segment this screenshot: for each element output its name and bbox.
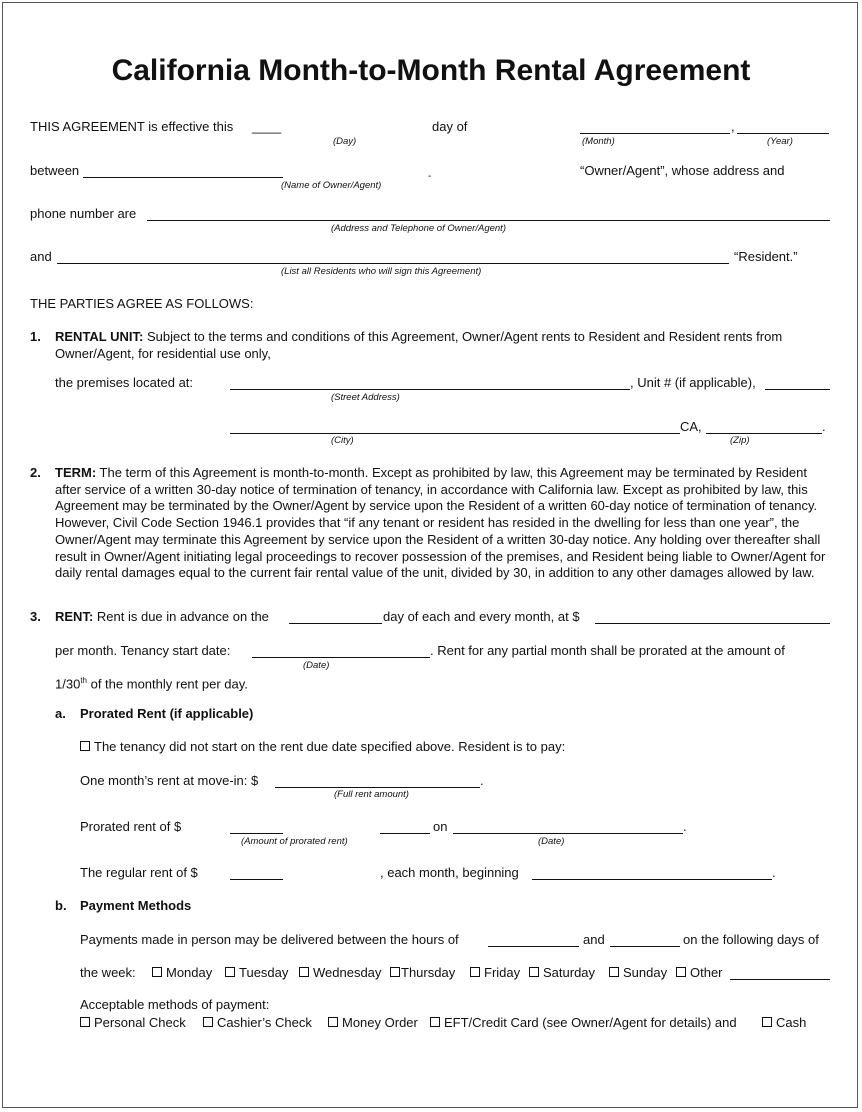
each-month-label: , each month, beginning	[380, 865, 519, 880]
acceptable-methods-label: Acceptable methods of payment:	[80, 997, 270, 1012]
section-3-number: 3.	[30, 609, 41, 624]
zip-hint: (Zip)	[730, 435, 750, 446]
day-blank-text: ____	[252, 119, 281, 134]
section-1-number: 1.	[30, 329, 41, 344]
regular-rent-field[interactable]	[230, 879, 283, 880]
owner-hint: (Name of Owner/Agent)	[281, 180, 382, 191]
checkbox-icon[interactable]	[470, 967, 480, 977]
start-date-hint: (Date)	[303, 660, 330, 671]
method-label: Personal Check	[94, 1015, 186, 1030]
dash: -	[428, 171, 432, 182]
checkbox-icon[interactable]	[676, 967, 686, 977]
rent-amount-field[interactable]	[595, 623, 830, 624]
on-label: on	[433, 819, 448, 834]
prorated-of-label: Prorated rent of $	[80, 819, 182, 834]
hours-to-field[interactable]	[610, 946, 680, 947]
day-checkbox-monday[interactable]	[152, 965, 212, 981]
rent-day-field[interactable]	[289, 623, 382, 624]
day-checkbox-friday[interactable]	[470, 965, 520, 981]
day-checkbox-wednesday[interactable]	[299, 965, 381, 981]
day-label: Monday	[166, 965, 213, 980]
section-1-heading: RENTAL UNIT:	[55, 329, 144, 344]
day-of-label: day of	[432, 119, 468, 134]
checkbox-icon[interactable]	[529, 967, 539, 977]
prorated-date-field[interactable]	[453, 833, 683, 834]
beginning-period: .	[772, 865, 776, 880]
rent-amount-label: day of each and every month, at $	[383, 609, 580, 624]
day-checkbox-saturday[interactable]	[529, 965, 595, 981]
owner-agent-label: “Owner/Agent”, whose address and	[580, 163, 785, 178]
method-checkbox-eft[interactable]	[430, 1015, 737, 1031]
day-label: Other	[690, 965, 723, 980]
zip-period: .	[822, 419, 826, 434]
unit-field[interactable]	[765, 389, 830, 390]
parties-heading: THE PARTIES AGREE AS FOLLOWS:	[30, 296, 254, 311]
full-rent-field[interactable]	[275, 787, 480, 788]
and-label: and	[30, 249, 52, 264]
unit-label: , Unit # (if applicable),	[630, 375, 756, 390]
method-checkbox-cash[interactable]	[762, 1015, 806, 1031]
following-days-label: on the following days of	[683, 932, 819, 947]
day-label: Thursday	[401, 965, 456, 980]
section-2-heading: TERM:	[55, 465, 97, 480]
other-day-field[interactable]	[730, 979, 830, 980]
phone-label: phone number are	[30, 206, 137, 221]
fraction-sup: th	[80, 676, 87, 685]
method-checkbox-personal-check[interactable]	[80, 1015, 186, 1031]
per-day-text	[55, 673, 248, 692]
prorated-period: .	[683, 819, 687, 834]
address-hint: (Address and Telephone of Owner/Agent)	[331, 223, 506, 234]
prorated-text: . Rent for any partial month shall be prorated at the amount of	[430, 643, 785, 658]
zip-field[interactable]	[706, 433, 822, 434]
section-2-number: 2.	[30, 465, 41, 480]
checkbox-icon[interactable]	[762, 1017, 772, 1027]
full-rent-period: .	[480, 773, 484, 788]
method-checkbox-money-order[interactable]	[328, 1015, 418, 1031]
one-month-label: One month’s rent at move-in: $	[80, 773, 259, 788]
method-label: Money Order	[342, 1015, 418, 1030]
street-hint: (Street Address)	[331, 392, 400, 403]
section-2-text	[55, 465, 830, 582]
month-hint: (Month)	[582, 136, 615, 147]
ca-label: CA,	[680, 419, 702, 434]
checkbox-icon[interactable]	[430, 1017, 440, 1027]
day-label: Wednesday	[313, 965, 382, 980]
checkbox-icon[interactable]	[609, 967, 619, 977]
section-1-body: Subject to the terms and conditions of this Agreement, Owner/Agent rents to Resident and Resident rents from Owner/Agent, for residential use only,	[55, 329, 783, 361]
owner-name-field[interactable]	[83, 177, 283, 178]
section-3-line1	[55, 609, 269, 625]
beginning-date-field[interactable]	[532, 879, 772, 880]
method-label: Cash	[776, 1015, 807, 1030]
street-address-field[interactable]	[230, 389, 630, 390]
day-checkbox-thursday[interactable]	[390, 965, 455, 981]
subsection-a-label: a.	[55, 706, 66, 721]
effective-label: THIS AGREEMENT is effective this	[30, 119, 234, 134]
day-label: Sunday	[623, 965, 668, 980]
comma: ,	[731, 119, 735, 134]
full-rent-hint: (Full rent amount)	[334, 789, 409, 800]
prorated-date-hint: (Date)	[538, 836, 565, 847]
rent-due-label: Rent is due in advance on the	[93, 609, 269, 624]
hours-from-field[interactable]	[488, 946, 579, 947]
residents-hint: (List all Residents who will sign this Agreement)	[281, 266, 482, 277]
checkbox-icon[interactable]	[152, 967, 162, 977]
checkbox-icon[interactable]	[328, 1017, 338, 1027]
amount-hint: (Amount of prorated rent)	[241, 836, 348, 847]
checkbox-icon[interactable]	[203, 1017, 213, 1027]
checkbox-icon[interactable]	[299, 967, 309, 977]
hours-and-label: and	[583, 932, 605, 947]
method-label: Cashier’s Check	[217, 1015, 312, 1030]
checkbox-icon[interactable]	[80, 1017, 90, 1027]
section-2-body: The term of this Agreement is month-to-month. Except as prohibited by law, this Agreement may be terminated by Resident after service of a written 30-day notice of termination of tenancy, in accordance with California law. Except as prohibited by law, this Agreement may be terminated by the Owner/Agent by service upon the Resident of a written 60-day notice of termination of tenancy. However, Civil Code Section 1946.1 provides that “if any tenant or resident has resided in the dwelling for less than one year”, the Owner/Agent may terminate this Agreement by service upon the Resident of a written 30-day notice. Any holding over thereafter shall result in Owner/Agent initiating legal proceedings to recover possession of the premises, and Resident being liable to Owner/Agent for daily rental damages equal to the current fair rental value of the unit, divided by 30, in addition to any other damages allowed by law.	[55, 465, 826, 581]
tenancy-checkbox-label: The tenancy did not start on the rent due date specified above. Resident is to pay:	[94, 739, 566, 754]
week-label: the week:	[80, 965, 136, 980]
day-hint: (Day)	[333, 136, 357, 147]
residents-field[interactable]	[57, 263, 729, 264]
resident-label: “Resident.”	[734, 249, 798, 264]
monthly-text: of the monthly rent per day.	[86, 676, 248, 692]
between-label: between	[30, 163, 80, 178]
method-label: EFT/Credit Card (see Owner/Agent for details) and	[444, 1015, 737, 1030]
fraction: 1/30	[55, 676, 81, 692]
document-title: California Month-to-Month Rental Agreement	[111, 54, 751, 87]
day-label: Saturday	[543, 965, 596, 980]
day-label: Friday	[484, 965, 521, 980]
tenancy-checkbox-row[interactable]	[80, 739, 565, 755]
section-3-heading: RENT:	[55, 609, 94, 624]
section-1-text	[55, 329, 830, 362]
start-date-field[interactable]	[252, 657, 430, 658]
method-checkbox-cashiers-check[interactable]	[203, 1015, 312, 1031]
checkbox-icon[interactable]	[225, 967, 235, 977]
prorated-amount-field[interactable]	[230, 833, 283, 834]
city-field[interactable]	[230, 433, 680, 434]
month-field[interactable]	[580, 133, 730, 134]
city-hint: (City)	[331, 435, 354, 446]
checkbox-icon[interactable]	[390, 967, 400, 977]
payments-hours-label: Payments made in person may be delivered between the hours of	[80, 932, 459, 947]
year-hint: (Year)	[767, 136, 793, 147]
regular-rent-label: The regular rent of $	[80, 865, 198, 880]
address-field[interactable]	[147, 220, 830, 221]
subsection-b-label: b.	[55, 898, 67, 913]
tenancy-checkbox[interactable]	[80, 741, 90, 751]
premises-label: the premises located at:	[55, 375, 194, 390]
prorated-amount-field-2[interactable]	[380, 833, 430, 834]
day-checkbox-sunday[interactable]	[609, 965, 667, 981]
per-month-label: per month. Tenancy start date:	[55, 643, 231, 658]
subsection-b-heading: Payment Methods	[80, 898, 192, 913]
day-label: Tuesday	[239, 965, 289, 980]
day-checkbox-tuesday[interactable]	[225, 965, 288, 981]
subsection-a-heading: Prorated Rent (if applicable)	[80, 706, 254, 721]
day-checkbox-other[interactable]	[676, 965, 723, 981]
year-field[interactable]	[737, 133, 829, 134]
